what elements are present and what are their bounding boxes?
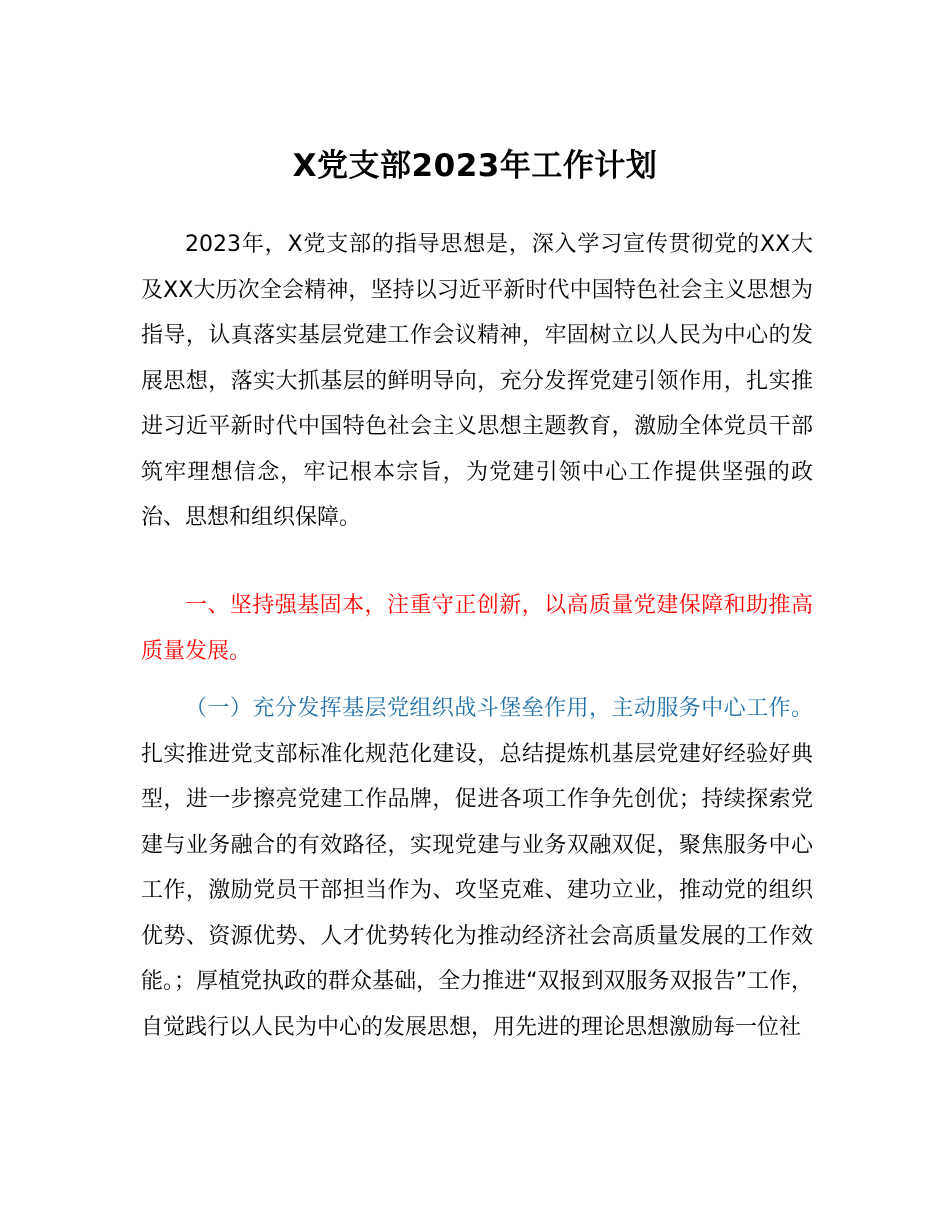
subsection-1-body: 扎实推进党支部标准化规范化建设，总结提炼机基层党建好经验好典型，进一步擦亮党建工作品牌，促进各项工作争先创优；持续探索党建与业务融合的有效路径，实现党建与业务双融双促，聚焦服务中心工作，激励党员干部担当作为、攻坚克难、建功立业，推动党的组织优势、资源优势、人才优势转化为推动经济社会高质量发展的工作效能。；厚植党执政的群众基础，全力推进“双报到双服务双报告”工作，自觉践行以人民为中心的发展思想，用先进的理论思想激励每一位社 (141, 741, 813, 1040)
intro-paragraph: 2023年，X党支部的指导思想是，深入学习宣传贯彻党的XX大及XX大历次全会精神，坚持以习近平新时代中国特色社会主义思想为指导，认真落实基层党建工作会议精神，牢固树立以人民为中心的发展思想，落实大抓基层的鲜明导向，充分发挥党建引领作用，扎实推进习近平新时代中国特色社会主义思想主题教育，激励全体党员干部筑牢理想信念，牢记根本宗旨，为党建引领中心工作提供坚强的政治、思想和组织保障。 (141, 232, 813, 530)
section-1-heading: 一、坚持强基固本，注重守正创新，以高质量党建保障和助推高质量发展。 (141, 593, 813, 664)
document-title: X党支部2023年工作计划 (292, 148, 658, 184)
subsection-1-heading: （一）充分发挥基层党组织战斗堡垒作用，主动服务中心工作。 (185, 696, 813, 721)
subsection-1-paragraph (141, 686, 813, 1050)
